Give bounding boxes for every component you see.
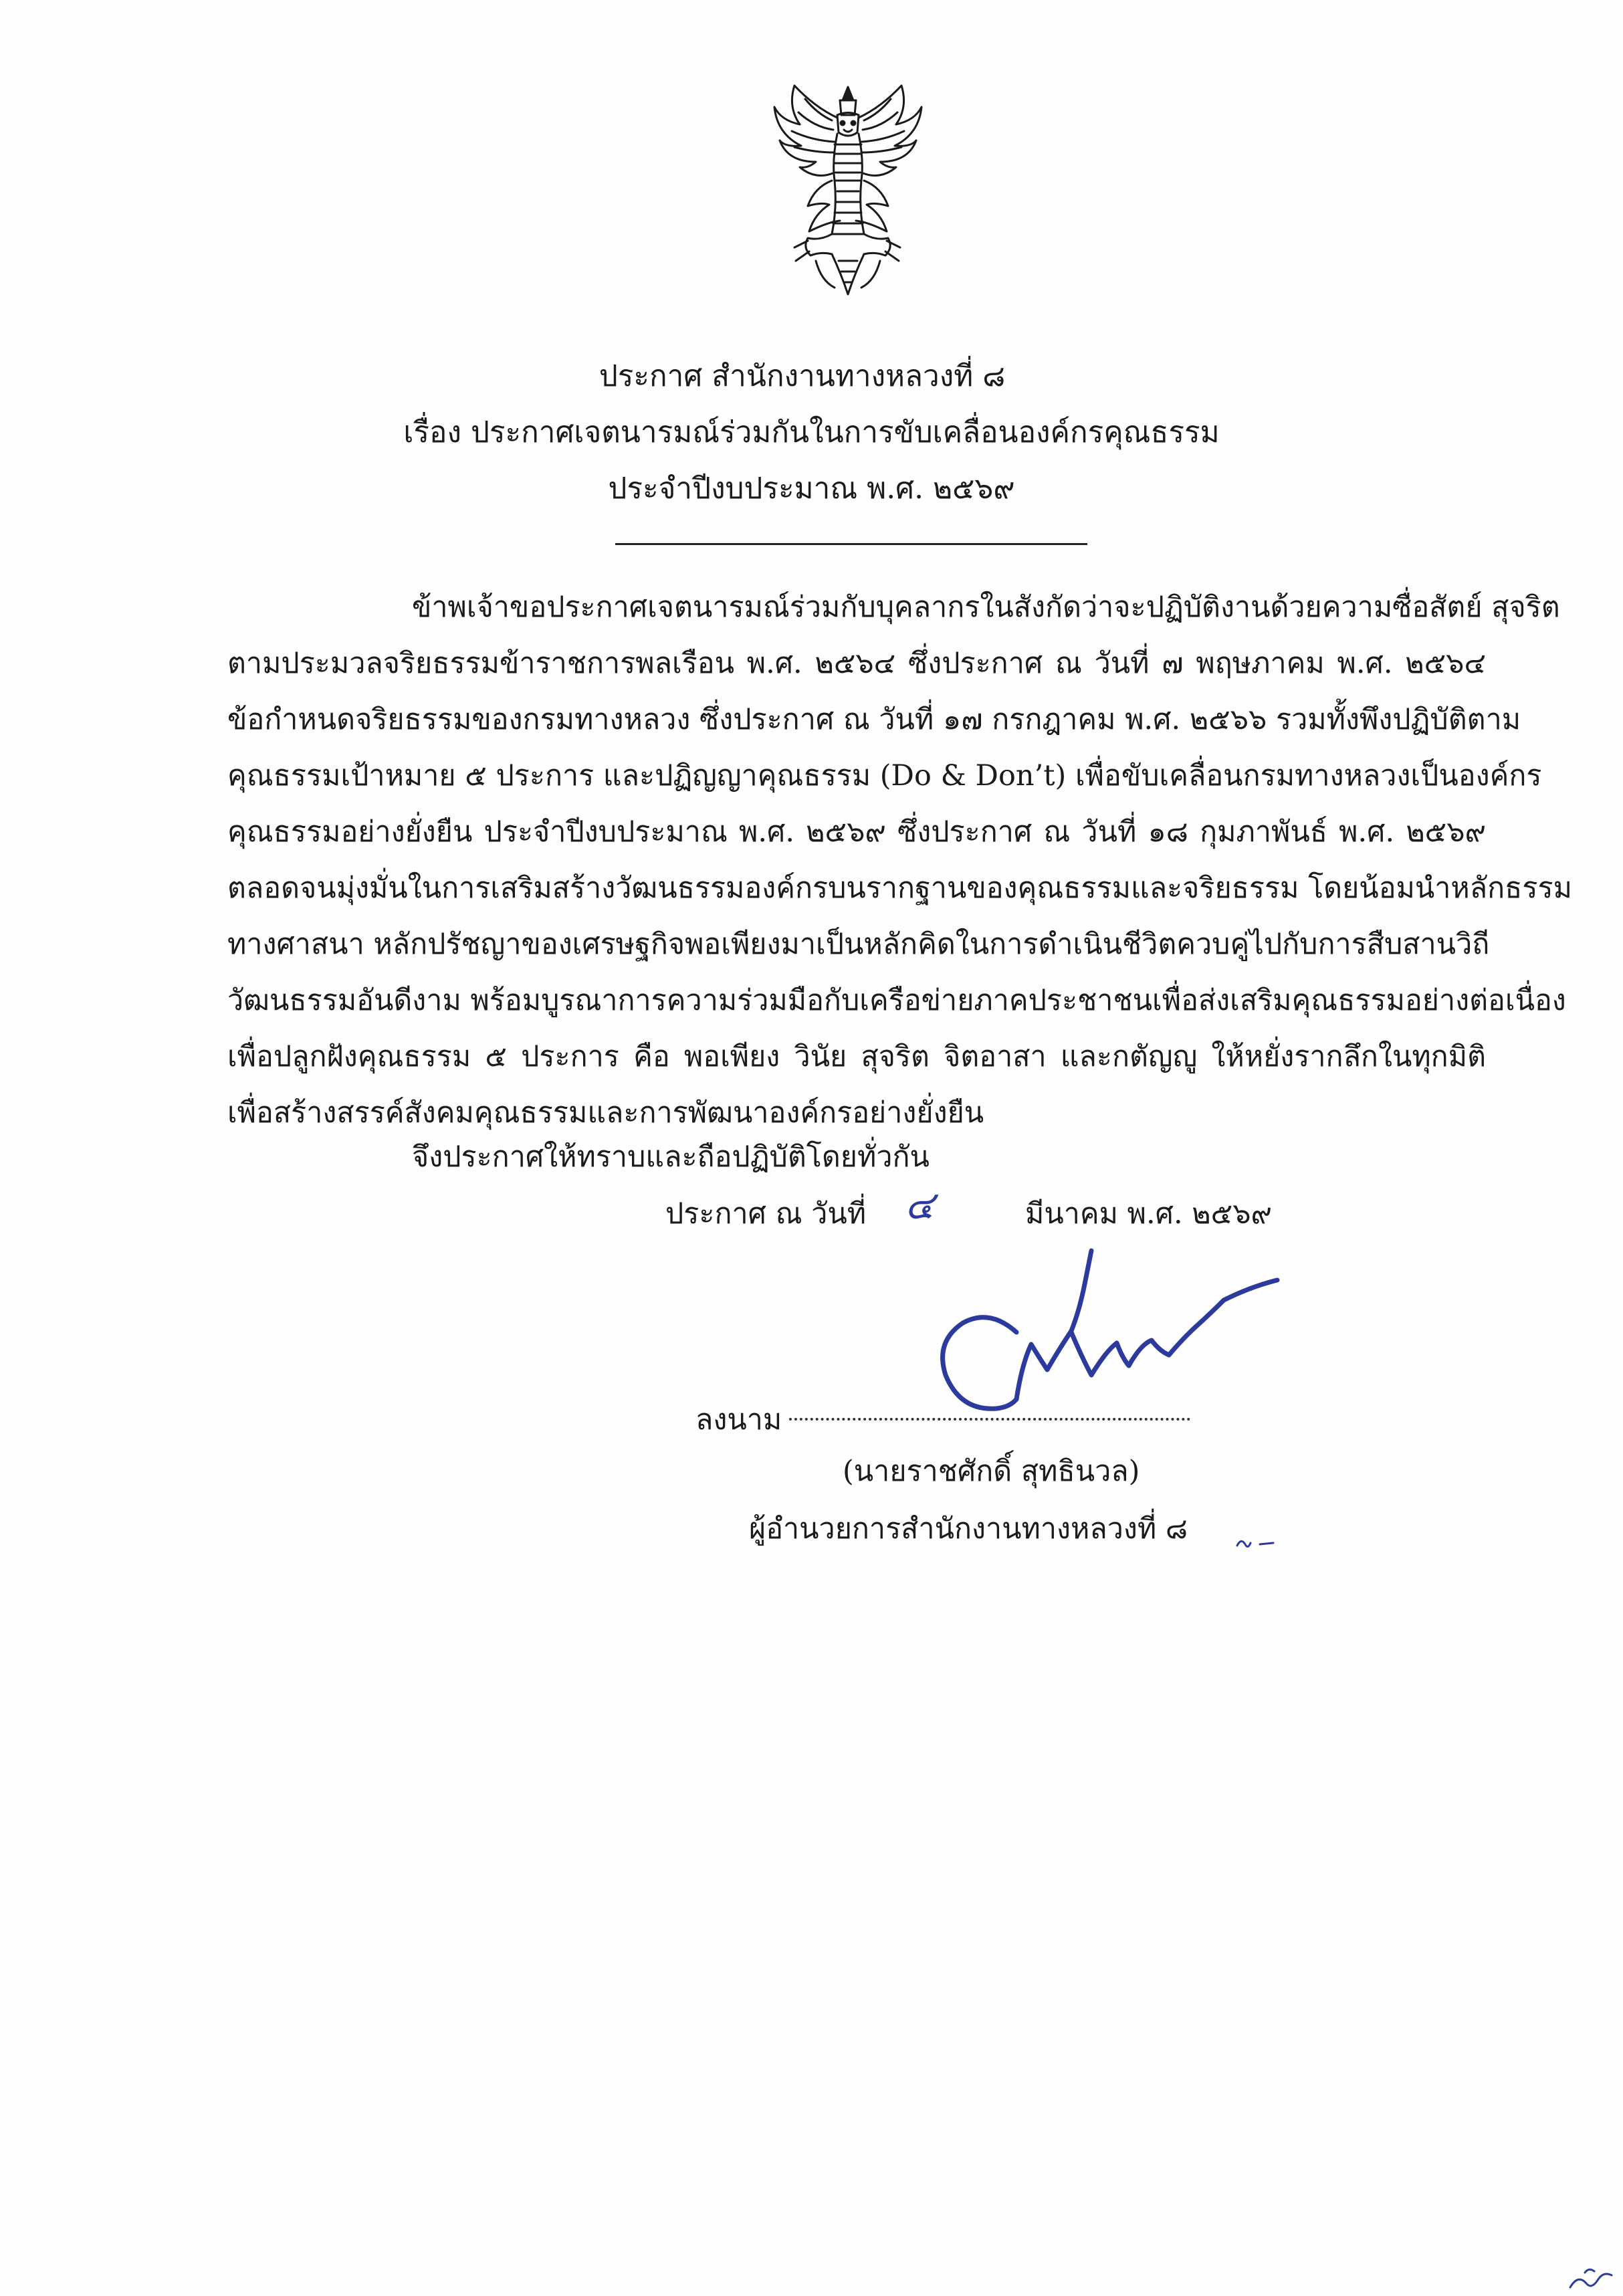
announcement-subject: เรื่อง ประกาศเจตนารมณ์ร่วมกันในการขับเคลื่อนองค์กรคุณธรรม xyxy=(403,415,1220,449)
date-month-year: มีนาคม พ.ศ. ๒๕๖๙ xyxy=(1025,1197,1272,1231)
date-day-handwritten: ๔ xyxy=(905,1182,934,1228)
body-line: ตามประมวลจริยธรรมข้าราชการพลเรือน พ.ศ. ๒๕๖๔ ซึ่งประกาศ ณ วันที่ ๗ พฤษภาคม พ.ศ. ๒๕๖๔ xyxy=(227,647,1486,680)
signatory-title: ผู้อำนวยการสำนักงานทางหลวงที่ ๘ xyxy=(749,1512,1188,1546)
body-line: ข้าพเจ้าขอประกาศเจตนารมณ์ร่วมกับบุคลากรในสังกัดว่าจะปฏิบัติงานด้วยความซื่อสัตย์ สุจริต xyxy=(412,591,1560,624)
signatory-name: (นายราชศักดิ์ สุทธินวล) xyxy=(843,1455,1140,1488)
garuda-emblem-icon xyxy=(768,80,928,301)
body-line: คุณธรรมเป้าหมาย ๕ ประการ และปฏิญญาคุณธรรม (Do & Don’t) เพื่อขับเคลื่อนกรมทางหลวงเป็นองค์กร xyxy=(227,759,1542,793)
body-line: คุณธรรมอย่างยั่งยืน ประจำปีงบประมาณ พ.ศ. ๒๕๖๙ ซึ่งประกาศ ณ วันที่ ๑๘ กุมภาพันธ์ พ.ศ. ๒๕๖๙ xyxy=(227,815,1486,849)
handwritten-signature xyxy=(916,1244,1291,1431)
body-line: ทางศาสนา หลักปรัชญาของเศรษฐกิจพอเพียงมาเป็นหลักคิดในการดำเนินชีวิตควบคู่ไปกับการสืบสานวิถี xyxy=(227,928,1490,961)
announcement-heading: ประกาศ สำนักงานทางหลวงที่ ๘ xyxy=(599,359,1006,393)
closing-notice: จึงประกาศให้ทราบและถือปฏิบัติโดยทั่วกัน xyxy=(412,1140,930,1174)
body-line: เพื่อสร้างสรรค์สังคมคุณธรรมและการพัฒนาองค์กรอย่างยั่งยืน xyxy=(227,1096,984,1130)
margin-initials-mark xyxy=(1565,2261,1618,2294)
body-line: เพื่อปลูกฝังคุณธรรม ๕ ประการ คือ พอเพียง วินัย สุจริต จิตอาสา และกตัญญู ให้หยั่งรากลึกในทุกมิติ xyxy=(227,1040,1486,1073)
body-line: วัฒนธรรมอันดีงาม พร้อมบูรณาการความร่วมมือกับเครือข่ายภาคประชาชนเพื่อส่งเสริมคุณธรรมอย่างต่อเนื่อง xyxy=(227,984,1566,1017)
date-prefix: ประกาศ ณ วันที่ xyxy=(665,1197,867,1231)
heading-divider xyxy=(615,543,1087,545)
body-line: ตลอดจนมุ่งมั่นในการเสริมสร้างวัฒนธรรมองค์กรบนรากฐานของคุณธรรมและจริยธรรม โดยน้อมนำหลักธรรม xyxy=(227,871,1572,905)
announcement-fiscal-year: ประจำปีงบประมาณ พ.ศ. ๒๕๖๙ xyxy=(608,472,1015,506)
signature-line xyxy=(789,1418,1190,1421)
body-line: ข้อกำหนดจริยธรรมของกรมทางหลวง ซึ่งประกาศ ณ วันที่ ๑๗ กรกฎาคม พ.ศ. ๒๕๖๖ รวมทั้งพึงปฏิบัติตาม xyxy=(227,703,1521,736)
signature-label: ลงนาม xyxy=(695,1403,782,1437)
handwritten-initials xyxy=(1233,1528,1287,1555)
